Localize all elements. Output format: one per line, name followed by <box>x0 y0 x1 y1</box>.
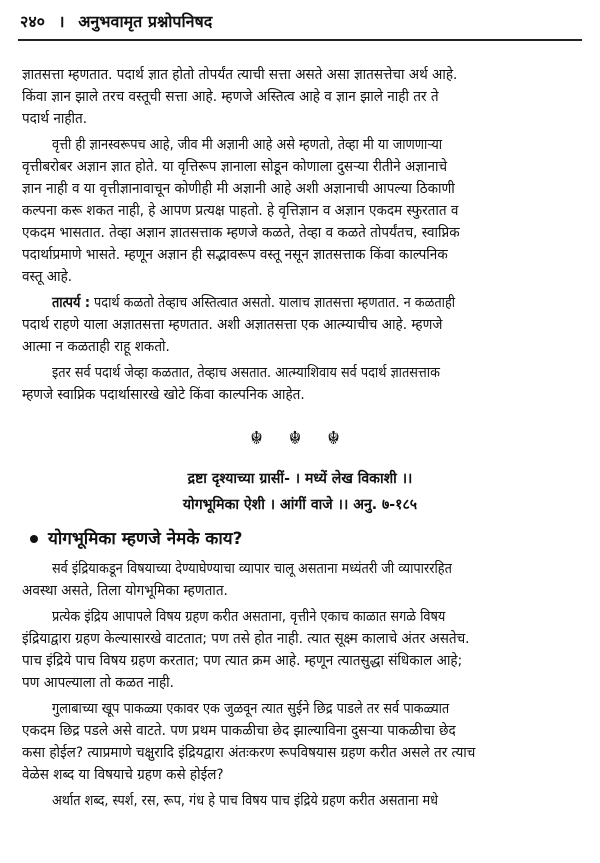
ornament-divider: ☬ ☬ ☬ <box>250 428 350 449</box>
book-title: अनुभवामृत प्रश्नोपनिषद <box>78 12 213 31</box>
text-line: कसा होईल? त्याप्रमाणे चक्षुरादि इंद्रियद्वारा अंतःकरण रूपविषयास ग्रहण करीत असले तर त्याच <box>22 745 476 761</box>
text-line: कल्पना करू शकत नाही, हे आपण प्रत्यक्ष पाहतो. हे वृत्तिज्ञान व अज्ञान एकदम स्फुरतात व <box>22 203 459 219</box>
text-line: इतर सर्व पदार्थ जेव्हा कळतात, तेव्हाच असतात. आत्म्याशिवाय सर्व पदार्थ ज्ञातसत्ताक <box>52 365 440 381</box>
header-rule <box>18 39 582 41</box>
text-line: ज्ञान नाही व या वृत्तीज्ञानावाचून कोणीही मी अज्ञानी आहे अशी अज्ञानाची आपल्या ठिकाणी <box>22 181 455 197</box>
text-line: एकदम भासतात. तेव्हा अज्ञान ज्ञातसत्ताक म्हणजे कळते, तेव्हा व कळते तोपर्यंतच, स्वाप्निक <box>22 225 460 241</box>
text-line: पण आपल्याला तो कळत नाही. <box>22 675 174 691</box>
page-number: २४० <box>20 12 45 31</box>
text-line: वस्तू आहे. <box>22 269 73 285</box>
text-line: ज्ञातसत्ता म्हणतात. पदार्थ ज्ञात होतो तोपर्यंत त्याची सत्ता असते असा ज्ञातसत्तेचा अर्थ आहे. <box>22 67 458 83</box>
text-line: वृत्तीबरोबर अज्ञान ज्ञात होते. या वृत्तिरूप ज्ञानाला सोडून कोणाला दुसऱ्या रीतीने अज्ञानाचे <box>22 159 448 175</box>
summary-label: तात्पर्य : <box>52 295 90 311</box>
text-line: म्हणजे स्वाप्निक पदार्थासारखे खोटे किंवा काल्पनिक आहेत. <box>22 387 305 403</box>
summary-text: पदार्थ कळतो तेव्हाच अस्तित्वात असतो. यालाच ज्ञातसत्ता म्हणतात. न कळताही <box>89 295 456 311</box>
verse-line-2: योगभूमिका ऐशी । आंगीं वाजे ।। अनु. ७-१८५ <box>182 497 418 513</box>
text-line: पाच इंद्रिये पाच विषय ग्रहण करतात; पण त्यात क्रम आहे. म्हणून त्यातसुद्धा संधिकाल आहे; <box>22 653 463 669</box>
text-line: गुलाबाच्या खूप पाकळ्या एकावर एक जुळवून त्यात सुईने छिद्र पाडले तर सर्व पाकळ्यात <box>52 701 450 717</box>
text-line <box>52 294 582 312</box>
page-header <box>20 8 580 36</box>
text-line: अवस्था असते, तिला योगभूमिका म्हणतात. <box>22 583 228 599</box>
text-line: किंवा ज्ञान झाले तरच वस्तूची सत्ता आहे. म्हणजे अस्तित्व आहे व ज्ञान झाले नाही तर ते <box>22 89 439 105</box>
section-heading-text: योगभूमिका म्हणजे नेमके काय? <box>48 529 243 549</box>
text-line: सर्व इंद्रियाकडून विषयाच्या देण्याघेण्याचा व्यापार चालू असताना मध्यंतरी जी व्यापाररहित <box>52 561 452 577</box>
section-heading <box>30 526 242 549</box>
text-line: पदार्थाप्रमाणे भासते. म्हणून अज्ञान ही सद्भावरूप वस्तू नसून ज्ञातसत्ताक किंवा काल्पनिक <box>22 247 448 263</box>
bullet-icon <box>30 535 38 543</box>
verse-line-1: द्रष्टा दृश्याच्या ग्रासीं- । मध्यें लेख विकाशी ।। <box>187 471 413 487</box>
text-line: इंद्रियाद्वारा ग्रहण केल्यासारखे वाटतात; पण तसे होत नाही. त्यात सूक्ष्म कालाचे अंतर असतेच. <box>22 631 470 647</box>
text-line: वृत्ती ही ज्ञानस्वरूपच आहे, जीव मी अज्ञानी आहे असे म्हणतो, तेव्हा मी या जाणणाऱ्या <box>52 137 443 153</box>
text-line: वेळेस शब्द या विषयाचे ग्रहण कसे होईल? <box>22 767 224 783</box>
text-line: आत्मा न कळताही राहू शकतो. <box>22 339 170 355</box>
text-line: अर्थात शब्द, स्पर्श, रस, रूप, गंध हे पाच विषय पाच इंद्रिये ग्रहण करीत असताना मधे <box>52 793 439 809</box>
text-line: एकदम छिद्र पडले असे वाटते. पण प्रथम पाकळीचा छेद झाल्याविना दुसऱ्या पाकळीचा छेद <box>22 723 456 739</box>
header-separator: । <box>58 12 65 31</box>
text-line: प्रत्येक इंद्रिय आपापले विषय ग्रहण करीत असताना, वृत्तीने एकाच काळात सगळे विषय <box>52 609 446 625</box>
text-line: पदार्थ राहणे याला अज्ञातसत्ता म्हणतात. अशी अज्ञातसत्ता एक आत्म्याचीच आहे. म्हणजे <box>22 317 443 333</box>
text-line: पदार्थ नाहीत. <box>22 111 88 127</box>
